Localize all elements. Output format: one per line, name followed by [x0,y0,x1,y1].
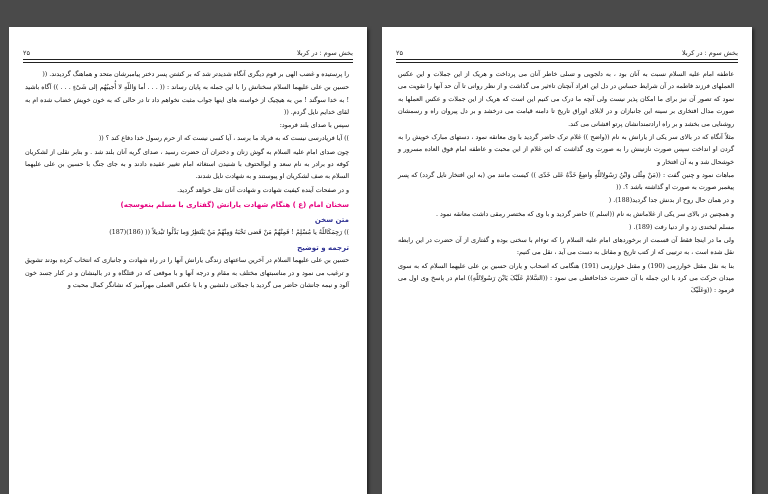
subheading-text: متن سخن [314,215,349,224]
section-title: سخنان امام (ع ) هنگام شهادت یارانش (گفتاری با مسلم بنعوسجه) [120,200,349,209]
document-page-right [382,27,752,494]
header-rule [23,59,353,63]
page-body [398,69,734,488]
paragraph: و همچنین در بالای سر یکی از غلامانش به نام ((اسلم )) حاضر گردید و با وی که مختصر رمقی داشت معانقه نمود . [436,210,734,218]
paragraph: مسلم لبخندی زد و از دنیا رفت (189). ( [629,223,734,231]
document-page-left [9,27,367,494]
paragraph: مباهات نمود و چنین گفت : ((مَنْ مِثْلی وَابْنُ رَسُولِاللّهِ واضِعٌ خَدَّهُ عَلی خَدّی )) کیست مانند من (به این افتخار نایل گردد) که پسر پیغمبر صورت به صورت او گذاشته باشد ؟. (( [398,171,734,192]
page-number: ۲۵ [23,49,30,57]
page-body [25,69,349,488]
paragraph: )) آیا فریادرسی نیست که به فریاد ما برسد ، آیا کسی نیست که از حرم رسول خدا دفاع کند ؟ (( [98,135,349,143]
paragraph: و در صفحات آینده کیفیت شهادت و شهادت آنان نقل خواهد گردید. [177,186,349,194]
header-rule [396,59,738,63]
paragraph: ولی ما در اینجا فقط آن قسمت از برخوردهای امام علیه السلام را که توءام با سخنی بوده و گفتاری از آن حضرت در این رابطه نقل شده است ، به ترتیبی که از کتب تاریخ و مقاتل به دست می آید ، نقل می کنیم: [398,237,734,257]
page-header [396,45,738,57]
paragraph: حسین بن علی علیهما السلام سخنانش را با این جمله به پایان رساند : (( . . . أما وَاللّهِ لا أُجیبُهُم إلی شَیْءٍ . . . )) آگاه باشید ! به خدا سوگند ! من به هیچیک از خواسته های اینها جواب مثبت نخواهم داد تا در حالی که به خون خویش خضاب شده ام به لقای خدایم نایل گردم. (( [25,84,349,117]
paragraph: عاطفه امام علیه السلام نسبت به آنان بود ، به دلجویی و تسلی خاطر آنان می پرداخت و هریک از این جملات و این عکس العملهای فرزند فاطمه در آن شرایط حساس در دل این افراد آنچنان تاءثیر می گذاشت و از نظر روانی تا آن حد آنها را تقویت می نمود که تصور آن نیز برای ما امکان پذیر نیست ولی آنچه ما درک می کنیم این است که هریک از این جملات و عکس العملها به صورت مدال افتخاری بر سینه این جانبازان و در لابلای اوراق تاریخ تا دامنه قیامت می درخشد و بر دل پیروان راه و رسمشان روشنایی می بخشد و بر راه ارادتمندانشان پرتو افشانی می کند. [398,71,734,128]
subheading-translation: ترجمه و توضیح [297,243,349,252]
paragraph: حسین بن علی علیهما السلام در آخرین ساعتهای زندگی یارانش آنها را در راه شهادت و جانبازی که انتخاب کرده بودند تشویق و ترغیب می نمود و در مناسبتهای مختلف به مقام و درجه آنها و با موقعی که در قتلگاه و در بالینشان و در کنار جسد خون آلود و نیمه جانشان حاضر می گردید با جملاتی دلنشین و با با عکس العملی مهرآمیز که نشانگر کمال محبت و [25,257,349,290]
paragraph: را پرستیده و غضب الهی بر قوم دیگری آنگاه شدیدتر شد که بر کشتن پسر دختر پیامبرشان متحد و هماهنگ گردیدند. (( [42,71,349,78]
paragraph: و در همان حال روح از بدنش جدا گردید(188). ( [608,197,734,205]
paragraph: بنا به نقل مقتل خوارزمی (190) و مقتل خوارزمی (191) هنگامی که اصحاب و یاران حسین بن علی علیهما السلام که به سوی میدان حرکت می کرد با این جمله با آن حضرت خداحافظی می نمود : ((السَّلامُ عَلَیْکَ یَابْنَ رَسُولِاللّهِ)) امام در پاسخ وی اول می فرمود : ((وَعَلَیْکَ [398,262,734,295]
quote: )) رَحِمَکَاللّهُ یا مُسْلِمُ ! فَمِنْهُمْ مَنْ قَضی نَحْبَهُ وَمِنْهُمْ مَنْ یَنْتَظِرُ وَما بَدَّلُوا تَبْدیلاً (( (186)(187) [109,229,349,237]
header-title: بخش سوم : در کربلا [297,49,353,57]
page-header [23,45,353,57]
page-number: ۲۵ [396,49,403,57]
paragraph: سپس با صدای بلند فرمود: [279,122,349,130]
paragraph: چون صدای امام علیه السلام به گوش زنان و دختران آن حضرت رسید ، صدای گریه آنان بلند شد . و بنابر نقلی از لشکریان کوفه دو برادر به نام سعد و ابوالحتوف با شنیدن استغاثه امام تغییر عقیده دادند و به جای جنگ با حسین بن علی علیهما السلام به صف لشکریان او پیوستند و به شهادت نایل شدند. [25,148,349,181]
paragraph: مثلاً آنگاه که در بالای سر یکی از یارانش به نام ((واضح )) غلام ترک حاضر گردید با وی معانقه نمود ، دستهای مبارک خویش را به گردن او انداخت سپس صورت نازنینش را به صورت وی گذاشت که این غلام از این محبت و عاطفه امام فوق العاده مسرور و خوشحال شد و به آن افتخار و [398,133,734,166]
header-title: بخش سوم : در کربلا [682,49,738,57]
